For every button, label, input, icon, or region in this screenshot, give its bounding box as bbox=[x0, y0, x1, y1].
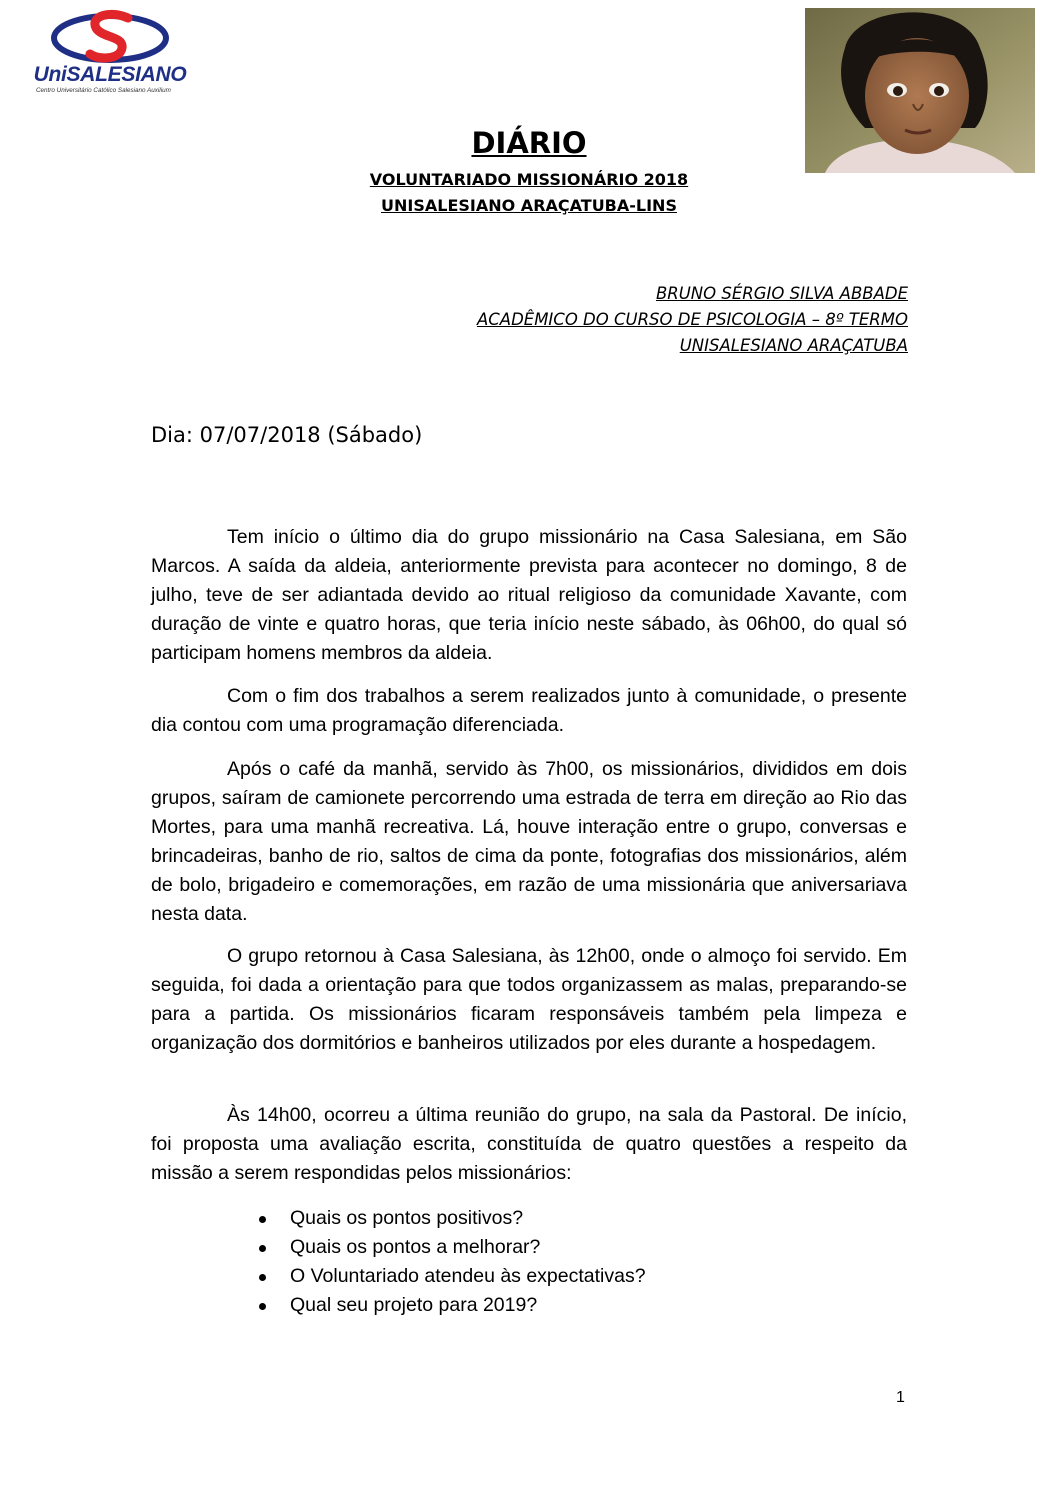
paragraph: Tem início o último dia do grupo missionário na Casa Salesiana, em São Marcos. A saída da aldeia, anteriormente prevista para acontecer no domingo, 8 de julho, teve de ser adiantada devido ao ritual religioso da comunidade Xavante, com duração de vinte e quatro horas, que teria início neste sábado, às 06h00, do qual só participam homens membros da aldeia. bbox=[151, 526, 907, 664]
question-text: Quais os pontos a melhorar? bbox=[290, 1236, 541, 1258]
bullet-icon bbox=[259, 1303, 266, 1310]
logo-tagline: Centro Universitário Católico Salesiano Auxilium bbox=[36, 87, 171, 94]
bullet-icon bbox=[259, 1216, 266, 1223]
question-text: Qual seu projeto para 2019? bbox=[290, 1294, 538, 1316]
list-item bbox=[252, 1233, 646, 1262]
author-institution: UNISALESIANO ARAÇATUBA bbox=[679, 336, 908, 355]
logo-wordmark: UniSALESIANO bbox=[33, 63, 187, 86]
bullet-icon bbox=[259, 1245, 266, 1252]
author-name: BRUNO SÉRGIO SILVA ABBADE bbox=[655, 284, 908, 303]
document-subtitle-institution: UNISALESIANO ARAÇATUBA-LINS bbox=[381, 196, 677, 215]
paragraph: O grupo retornou à Casa Salesiana, às 12h00, onde o almoço foi servido. Em seguida, foi dada a orientação para que todos organizassem as malas, preparando-se para a partida. Os missionários ficaram responsáveis também pela limpeza e organização dos dormitórios e banheiros utilizados por eles durante a hospedagem. bbox=[151, 945, 907, 1054]
list-item bbox=[252, 1204, 646, 1233]
bullet-icon bbox=[259, 1274, 266, 1281]
paragraph: Após o café da manhã, servido às 7h00, os missionários, divididos em dois grupos, saíram de camionete percorrendo uma estrada de terra em direção ao Rio das Mortes, para uma manhã recreativa. Lá, houve interação entre o grupo, conversas e brincadeiras, banho de rio, saltos de cima da ponte, fotografias dos missionários, além de bolo, brigadeiro e comemorações, em razão de uma missionária que aniversariava nesta data. bbox=[151, 758, 907, 925]
list-item bbox=[252, 1262, 646, 1291]
document-title: DIÁRIO bbox=[471, 126, 587, 160]
unisalesiano-logo bbox=[30, 8, 190, 93]
question-text: O Voluntariado atendeu às expectativas? bbox=[290, 1265, 646, 1287]
page-number: 1 bbox=[896, 1389, 905, 1406]
author-role: ACADÊMICO DO CURSO DE PSICOLOGIA – 8º TERMO bbox=[476, 310, 908, 329]
list-item bbox=[252, 1291, 646, 1320]
entry-date: Dia: 07/07/2018 (Sábado) bbox=[151, 423, 423, 447]
paragraph: Às 14h00, ocorreu a última reunião do grupo, na sala da Pastoral. De início, foi proposta uma avaliação escrita, constituída de quatro questões a respeito da missão a serem respondidas pelos missionários: bbox=[151, 1104, 907, 1184]
document-subtitle-program: VOLUNTARIADO MISSIONÁRIO 2018 bbox=[369, 170, 689, 189]
questions-list bbox=[252, 1204, 646, 1320]
logo-emblem-icon bbox=[50, 8, 170, 66]
question-text: Quais os pontos positivos? bbox=[290, 1207, 524, 1229]
paragraph: Com o fim dos trabalhos a serem realizados junto à comunidade, o presente dia contou com uma programação diferenciada. bbox=[151, 685, 907, 736]
